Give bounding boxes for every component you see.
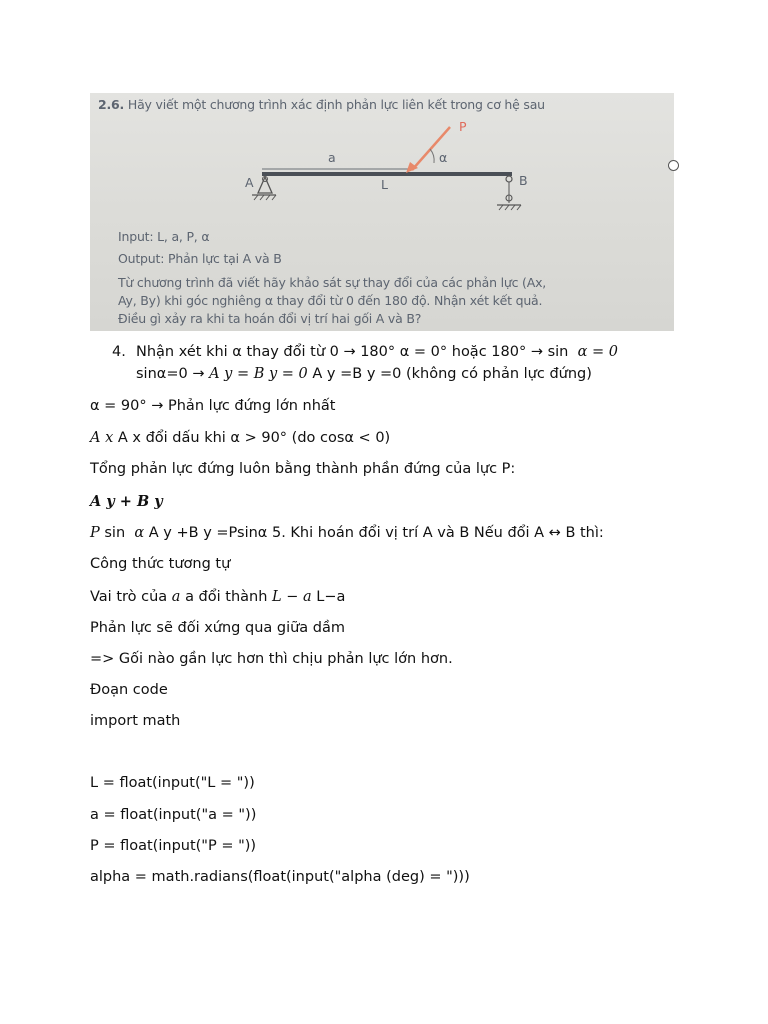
label-A: A (245, 175, 254, 190)
text-line-6: Công thức tương tự (90, 556, 231, 572)
image-resize-handle[interactable] (668, 160, 679, 171)
code-line-1: import math (90, 713, 181, 729)
problem-photo (90, 93, 674, 331)
text-line-9: => Gối nào gần lực hơn thì chịu phản lực lớn hơn. (90, 651, 453, 667)
photo-question-1: Từ chương trình đã viết hãy khảo sát sự thay đổi của các phản lực (Ax, (118, 275, 547, 290)
text-line-2: A x A x đổi dấu khi α > 90° (do cosα < 0) (90, 430, 391, 446)
label-B: B (519, 173, 528, 188)
text-line-3: Tổng phản lực đứng luôn bằng thành phần đứng của lực P: (90, 461, 516, 477)
photo-output: Output: Phản lực tại A và B (118, 251, 282, 266)
equation-sum: A y + B y (90, 493, 163, 510)
photo-question-3: Điều gì xảy ra khi ta hoán đổi vị trí hai gối A và B? (118, 311, 422, 326)
text-line-7: Vai trò của a a đổi thành L − a L−a (90, 589, 346, 605)
code-line-3: a = float(input("a = ")) (90, 807, 257, 823)
list-item-4-continued: sinα=0 → A y = B y = 0 A y =B y =0 (không có phản lực đứng) (136, 366, 592, 382)
problem-title: 2.6. Hãy viết một chương trình xác định phản lực liên kết trong cơ hệ sau (98, 97, 545, 112)
text-line-1: α = 90° → Phản lực đứng lớn nhất (90, 398, 336, 414)
text-line-8: Phản lực sẽ đối xứng qua giữa dầm (90, 620, 346, 636)
code-heading: Đoạn code (90, 682, 168, 698)
label-alpha: α (439, 150, 448, 165)
text-line-5: P sin α A y +B y =Psinα 5. Khi hoán đổi vị trí A và B Nếu đổi A ↔ B thì: (90, 525, 604, 541)
label-L: L (381, 177, 388, 192)
photo-question-2: Ay, By) khi góc nghiêng α thay đổi từ 0 đến 180 độ. Nhận xét kết quả. (118, 293, 543, 308)
code-line-4: P = float(input("P = ")) (90, 838, 257, 854)
label-a: a (328, 150, 336, 165)
photo-input: Input: L, a, P, α (118, 229, 210, 244)
code-line-5: alpha = math.radians(float(input("alpha (deg) = "))) (90, 869, 470, 885)
list-item-4: 4. Nhận xét khi α thay đổi từ 0 → 180° α = 0° hoặc 180° → sin α = 0 (112, 344, 618, 360)
code-line-2: L = float(input("L = ")) (90, 775, 255, 791)
label-P: P (459, 119, 467, 134)
